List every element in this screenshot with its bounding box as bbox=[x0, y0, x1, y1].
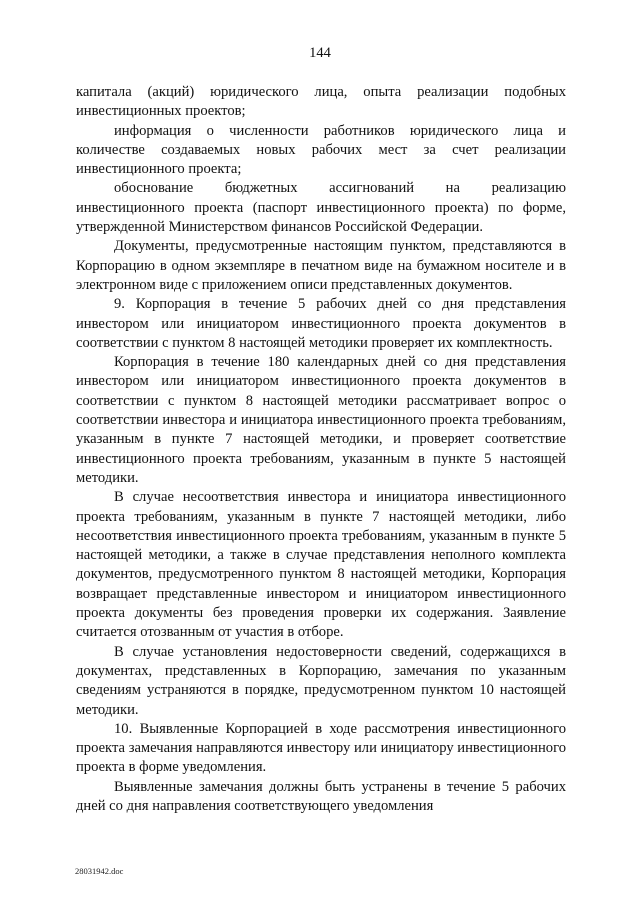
footer-file-code: 28031942.doc bbox=[75, 866, 124, 876]
paragraph-staff-info: информация о численности работников юридического лица и количестве создаваемых новых рабочих мест за счет реализации инвестиционного проекта; bbox=[76, 122, 566, 178]
paragraph-clause-10: 10. Выявленные Корпорацией в ходе рассмотрения инвестиционного проекта замечания направляются инвестору или инициатору инвестиционного проекта в форме уведомления. bbox=[76, 720, 566, 776]
paragraph-continuation: капитала (акций) юридического лица, опыта реализации подобных инвестиционных проектов; bbox=[76, 84, 566, 120]
paragraph-clause-9: 9. Корпорация в течение 5 рабочих дней со дня представления инвестором или инициатором инвестиционного проекта документов в соответствии с пунктом 8 настоящей методики проверяет их комплектность. bbox=[76, 296, 566, 351]
paragraph-budget-justification: обоснование бюджетных ассигнований на реализацию инвестиционного проекта (паспорт инвестиционного проекта) по форме, утвержденной Министерством финансов Российской Федерации. bbox=[76, 180, 566, 236]
page-number: 144 bbox=[309, 45, 331, 61]
paragraph-noncompliance: В случае несоответствия инвестора и инициатора инвестиционного проекта требованиям, указанным в пункте 7 настоящей методики, либо несоответствия инвестиционного проекта требованиям, указанным в пункте 5 настоящей методики, а также в случае представления неполного комплекта документов, предусмотренного пунктом 8 настоящей методики, Корпорация возвращает представленные инвестором и инициатором инвестиционного проекта документы без проведения проверки их содержания. Заявление считается отозванным от участия в отборе. bbox=[76, 489, 566, 641]
paragraph-inaccuracy: В случае установления недостоверности сведений, содержащихся в документах, представленных в Корпорацию, замечания по указанным сведениям устраняются в порядке, предусмотренном пунктом 10 настоящей методики. bbox=[76, 643, 566, 718]
document-body bbox=[76, 83, 566, 816]
paragraph-remarks-deadline: Выявленные замечания должны быть устранены в течение 5 рабочих дней со дня направления соответствующего уведомления bbox=[76, 778, 566, 814]
paragraph-documents-submission: Документы, предусмотренные настоящим пунктом, представляются в Корпорацию в одном экземпляре в печатном виде на бумажном носителе и в электронном виде с приложением описи представленных документов. bbox=[76, 238, 566, 293]
paragraph-review-180-days: Корпорация в течение 180 календарных дней со дня представления инвестором или инициатором инвестиционного проекта документов в соответствии с пунктом 8 настоящей методики рассматривает вопрос о соответствии инвестора и инициатора инвестиционного проекта требованиям, указанным в пункте 7 настоящей методики, и проверяет соответствие инвестиционного проекта требованиям, указанным в пункте 5 настоящей методики. bbox=[76, 354, 566, 486]
